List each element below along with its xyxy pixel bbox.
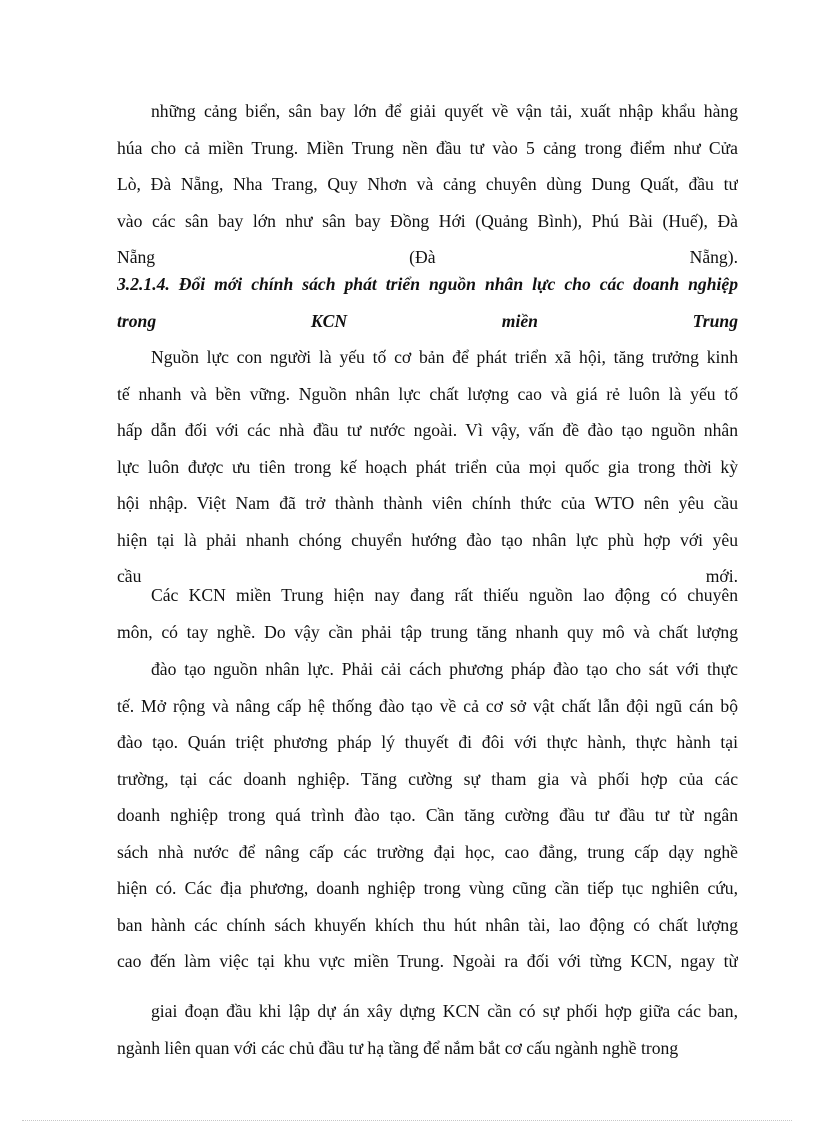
footer-divider	[22, 1120, 792, 1121]
text-line: Nguồn lực con người là yếu tố cơ bản để phát triển xã hội, tăng trưởng kinh	[151, 347, 738, 367]
text-line: tế. Mở rộng và nâng cấp hệ thống đào tạo về cả cơ sở vật chất lẫn đội ngũ cán bộ	[117, 695, 738, 716]
text-line: đào tạo. Quán triệt phương pháp lý thuyết đi đôi với thực hành, thực hành tại	[117, 732, 738, 752]
paragraph-4	[117, 651, 738, 980]
text-line: cầu mới.	[117, 566, 738, 586]
heading-line: 3.2.1.4. Đổi mới chính sách phát triển nguồn nhân lực cho các doanh nghiệp	[117, 274, 738, 294]
text-line: hiện có. Các địa phương, doanh nghiệp trong vùng cũng cần tiếp tục nghiên cứu,	[117, 878, 738, 898]
text-line: trường, tại các doanh nghiệp. Tăng cường sự tham gia và phối hợp của các	[117, 768, 738, 789]
text-line: Nẵng (Đà Nẵng).	[117, 247, 738, 267]
text-line: Lò, Đà Nẵng, Nha Trang, Quy Nhơn và cảng chuyên dùng Dung Quất, đầu tư	[117, 174, 738, 194]
text-line: hấp dẫn đối với các nhà đầu tư nước ngoài. Vì vậy, vấn đề đào tạo nguồn nhân	[117, 420, 738, 440]
paragraph-3	[117, 577, 738, 650]
text-line: vào các sân bay lớn như sân bay Đồng Hới (Quảng Bình), Phú Bài (Huế), Đà	[117, 210, 738, 231]
heading-line: trong KCN miền Trung	[117, 310, 738, 331]
text-line: ban hành các chính sách khuyến khích thu hút nhân tài, lao động có chất lượng	[117, 914, 738, 935]
text-line: cao đến làm việc tại khu vực miền Trung. Ngoài ra đối với từng KCN, ngay từ	[117, 951, 738, 971]
text-line: những cảng biển, sân bay lớn để giải quyết về vận tải, xuất nhập khẩu hàng	[151, 101, 738, 121]
paragraph-1	[117, 93, 738, 276]
text-line: đào tạo nguồn nhân lực. Phải cải cách phương pháp đào tạo cho sát với thực	[151, 659, 738, 679]
text-line: giai đoạn đầu khi lập dự án xây dựng KCN cần có sự phối hợp giữa các ban,	[151, 1001, 738, 1021]
text-line: môn, có tay nghề. Do vậy cần phải tập trung tăng nhanh quy mô và chất lượng	[117, 621, 738, 642]
text-line: tế nhanh và bền vững. Nguồn nhân lực chất lượng cao và giá rẻ luôn là yếu tố	[117, 383, 738, 404]
text-line: hội nhập. Việt Nam đã trở thành thành viên chính thức của WTO nên yêu cầu	[117, 493, 738, 513]
text-line: Các KCN miền Trung hiện nay đang rất thiếu nguồn lao động có chuyên	[151, 585, 738, 605]
section-heading	[117, 266, 738, 339]
paragraph-2	[117, 339, 738, 595]
paragraph-5	[117, 993, 738, 1066]
text-line: sách nhà nước để nâng cấp các trường đại học, cao đẳng, trung cấp dạy nghề	[117, 841, 738, 862]
text-line: húa cho cả miền Trung. Miền Trung nền đầu tư vào 5 cảng trong điểm như Cửa	[117, 137, 738, 158]
text-line: lực luôn được ưu tiên trong kế hoạch phát triển của mọi quốc gia trong thời kỳ	[117, 456, 738, 477]
text-line: ngành liên quan với các chủ đầu tư hạ tầng để nắm bắt cơ cấu ngành nghề trong	[117, 1037, 679, 1058]
text-line: hiện tại là phải nhanh chóng chuyển hướng đào tạo nhân lực phù hợp với yêu	[117, 529, 738, 550]
text-line: doanh nghiệp trong quá trình đào tạo. Cần tăng cường đầu tư đầu tư từ ngân	[117, 805, 738, 825]
